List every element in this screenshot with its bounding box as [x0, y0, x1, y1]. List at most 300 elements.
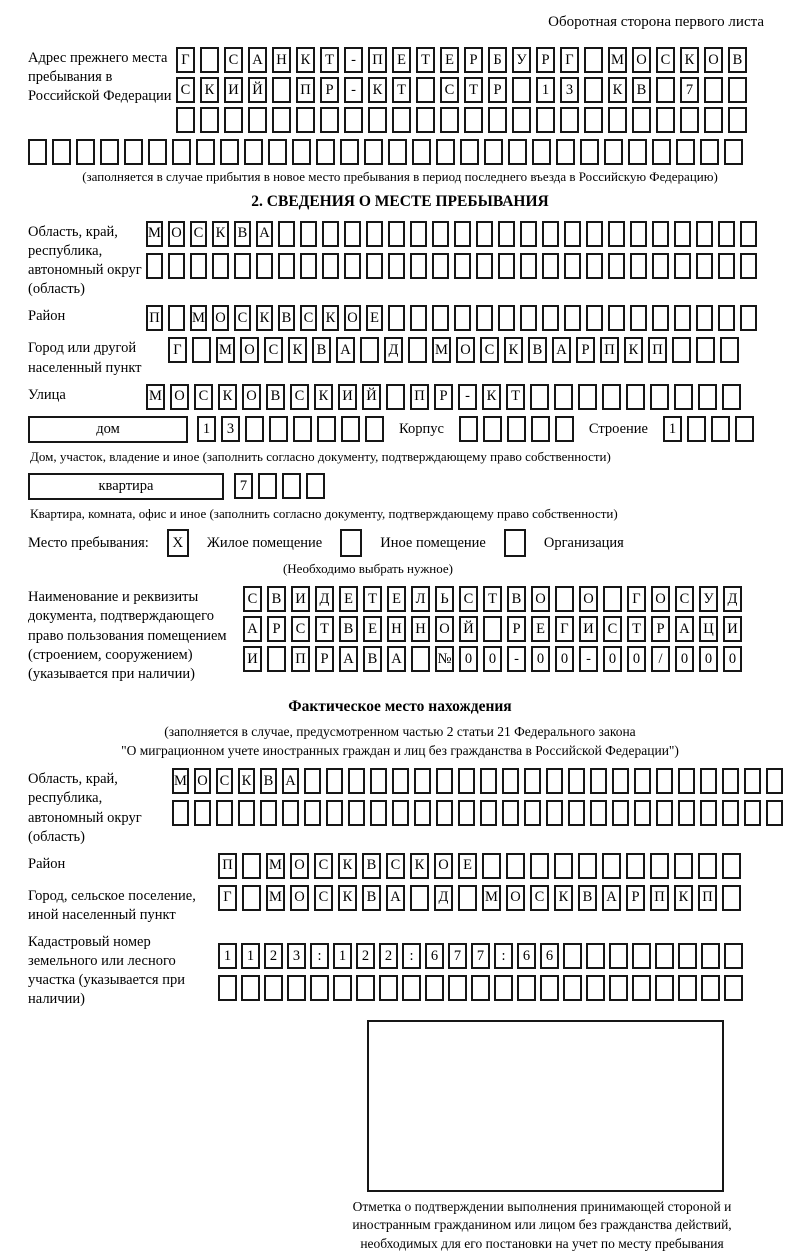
char-cell[interactable] [269, 416, 288, 442]
char-cell[interactable] [744, 768, 761, 794]
char-cell[interactable]: О [194, 768, 211, 794]
char-cell[interactable] [626, 384, 645, 410]
char-cell[interactable] [176, 107, 195, 133]
char-cell[interactable] [632, 975, 651, 1001]
char-cell[interactable] [292, 139, 311, 165]
char-cell[interactable] [656, 800, 673, 826]
char-cell[interactable]: С [176, 77, 195, 103]
char-cell[interactable] [341, 416, 360, 442]
char-cell[interactable] [630, 305, 647, 331]
char-cell[interactable]: Е [440, 47, 459, 73]
char-cell[interactable] [458, 800, 475, 826]
char-cell[interactable]: В [528, 337, 547, 363]
char-cell[interactable]: Д [315, 586, 334, 612]
char-cell[interactable] [172, 139, 191, 165]
char-cell[interactable] [408, 337, 427, 363]
char-cell[interactable] [678, 975, 697, 1001]
char-cell[interactable] [148, 139, 167, 165]
char-cell[interactable] [720, 337, 739, 363]
char-cell[interactable] [440, 107, 459, 133]
char-cell[interactable] [28, 139, 47, 165]
char-cell[interactable]: К [256, 305, 273, 331]
char-cell[interactable]: Ь [435, 586, 454, 612]
char-cell[interactable] [655, 943, 674, 969]
char-cell[interactable]: Т [363, 586, 382, 612]
char-cell[interactable] [652, 221, 669, 247]
char-cell[interactable]: Р [488, 77, 507, 103]
char-cell[interactable] [268, 139, 287, 165]
char-cell[interactable] [555, 416, 574, 442]
char-cell[interactable] [602, 384, 621, 410]
char-cell[interactable]: 6 [425, 943, 444, 969]
char-cell[interactable] [425, 975, 444, 1001]
char-cell[interactable]: 6 [517, 943, 536, 969]
char-cell[interactable] [476, 221, 493, 247]
char-cell[interactable] [586, 253, 603, 279]
char-cell[interactable]: С [194, 384, 213, 410]
char-cell[interactable]: Й [362, 384, 381, 410]
char-cell[interactable] [366, 253, 383, 279]
char-cell[interactable]: 0 [483, 646, 502, 672]
char-cell[interactable] [388, 253, 405, 279]
char-cell[interactable] [326, 768, 343, 794]
char-cell[interactable] [412, 139, 431, 165]
char-cell[interactable] [628, 139, 647, 165]
char-cell[interactable] [379, 975, 398, 1001]
char-cell[interactable] [626, 853, 645, 879]
char-cell[interactable] [584, 77, 603, 103]
char-cell[interactable]: 1 [663, 416, 682, 442]
char-cell[interactable] [718, 253, 735, 279]
char-cell[interactable] [300, 221, 317, 247]
char-cell[interactable] [498, 221, 515, 247]
char-cell[interactable]: Е [339, 586, 358, 612]
char-cell[interactable] [348, 800, 365, 826]
char-cell[interactable]: : [310, 943, 329, 969]
char-cell[interactable]: П [218, 853, 237, 879]
char-cell[interactable] [724, 975, 743, 1001]
char-cell[interactable] [293, 416, 312, 442]
char-cell[interactable]: И [723, 616, 742, 642]
char-cell[interactable] [459, 416, 478, 442]
char-cell[interactable]: В [578, 885, 597, 911]
char-cell[interactable]: 1 [333, 943, 352, 969]
char-cell[interactable] [696, 305, 713, 331]
char-cell[interactable] [392, 768, 409, 794]
char-cell[interactable] [718, 221, 735, 247]
char-cell[interactable]: 0 [459, 646, 478, 672]
char-cell[interactable]: К [296, 47, 315, 73]
char-cell[interactable] [722, 885, 741, 911]
char-cell[interactable] [410, 253, 427, 279]
char-cell[interactable] [488, 107, 507, 133]
char-cell[interactable] [317, 416, 336, 442]
char-cell[interactable] [360, 337, 379, 363]
char-cell[interactable]: К [322, 305, 339, 331]
char-cell[interactable] [560, 107, 579, 133]
char-cell[interactable] [483, 416, 502, 442]
char-cell[interactable] [740, 305, 757, 331]
char-cell[interactable] [392, 107, 411, 133]
char-cell[interactable] [411, 646, 430, 672]
char-cell[interactable] [416, 107, 435, 133]
char-cell[interactable] [356, 975, 375, 1001]
char-cell[interactable] [410, 305, 427, 331]
char-cell[interactable]: А [256, 221, 273, 247]
char-cell[interactable] [258, 473, 277, 499]
char-cell[interactable]: Т [315, 616, 334, 642]
char-cell[interactable] [458, 768, 475, 794]
char-cell[interactable] [609, 975, 628, 1001]
char-cell[interactable]: Г [168, 337, 187, 363]
char-cell[interactable]: О [242, 384, 261, 410]
char-cell[interactable] [436, 139, 455, 165]
char-cell[interactable] [172, 800, 189, 826]
char-cell[interactable]: Т [416, 47, 435, 73]
char-cell[interactable]: М [146, 221, 163, 247]
char-cell[interactable] [698, 853, 717, 879]
char-cell[interactable] [520, 221, 537, 247]
char-cell[interactable] [584, 47, 603, 73]
char-cell[interactable] [322, 221, 339, 247]
char-cell[interactable] [687, 416, 706, 442]
char-cell[interactable]: О [170, 384, 189, 410]
char-cell[interactable] [674, 305, 691, 331]
char-cell[interactable]: 0 [699, 646, 718, 672]
char-cell[interactable]: П [291, 646, 310, 672]
char-cell[interactable] [517, 975, 536, 1001]
char-cell[interactable] [590, 800, 607, 826]
char-cell[interactable] [260, 800, 277, 826]
char-cell[interactable] [322, 253, 339, 279]
char-cell[interactable] [542, 253, 559, 279]
char-cell[interactable] [672, 337, 691, 363]
char-cell[interactable] [241, 975, 260, 1001]
char-cell[interactable]: К [608, 77, 627, 103]
char-cell[interactable] [563, 943, 582, 969]
char-cell[interactable] [540, 975, 559, 1001]
char-cell[interactable] [310, 975, 329, 1001]
char-cell[interactable] [348, 768, 365, 794]
char-cell[interactable] [704, 107, 723, 133]
char-cell[interactable] [366, 221, 383, 247]
char-cell[interactable] [609, 943, 628, 969]
char-cell[interactable] [652, 305, 669, 331]
char-cell[interactable]: О [435, 616, 454, 642]
char-cell[interactable]: Е [366, 305, 383, 331]
char-cell[interactable] [168, 253, 185, 279]
char-cell[interactable]: - [344, 47, 363, 73]
char-cell[interactable] [698, 384, 717, 410]
char-cell[interactable] [216, 800, 233, 826]
char-cell[interactable] [612, 800, 629, 826]
char-cell[interactable] [436, 768, 453, 794]
char-cell[interactable] [728, 107, 747, 133]
char-cell[interactable] [608, 253, 625, 279]
char-cell[interactable]: О [434, 853, 453, 879]
char-cell[interactable] [696, 221, 713, 247]
char-cell[interactable]: У [512, 47, 531, 73]
char-cell[interactable] [603, 586, 622, 612]
char-cell[interactable]: М [146, 384, 165, 410]
char-cell[interactable] [546, 768, 563, 794]
char-cell[interactable] [650, 853, 669, 879]
stay-type-checkbox-residential[interactable]: X [167, 529, 189, 557]
char-cell[interactable]: О [579, 586, 598, 612]
char-cell[interactable] [306, 473, 325, 499]
char-cell[interactable] [656, 768, 673, 794]
char-cell[interactable]: 3 [560, 77, 579, 103]
char-cell[interactable]: А [339, 646, 358, 672]
char-cell[interactable] [278, 253, 295, 279]
char-cell[interactable] [740, 221, 757, 247]
char-cell[interactable] [454, 253, 471, 279]
char-cell[interactable]: К [238, 768, 255, 794]
char-cell[interactable] [568, 768, 585, 794]
char-cell[interactable]: О [651, 586, 670, 612]
char-cell[interactable]: С [300, 305, 317, 331]
char-cell[interactable] [238, 800, 255, 826]
char-cell[interactable] [554, 853, 573, 879]
char-cell[interactable] [304, 768, 321, 794]
char-cell[interactable]: 7 [471, 943, 490, 969]
char-cell[interactable]: 1 [218, 943, 237, 969]
char-cell[interactable] [124, 139, 143, 165]
char-cell[interactable]: К [554, 885, 573, 911]
char-cell[interactable] [476, 253, 493, 279]
char-cell[interactable]: Г [627, 586, 646, 612]
char-cell[interactable]: В [234, 221, 251, 247]
char-cell[interactable]: С [440, 77, 459, 103]
char-cell[interactable]: У [699, 586, 718, 612]
char-cell[interactable]: 0 [555, 646, 574, 672]
char-cell[interactable]: Е [387, 586, 406, 612]
char-cell[interactable] [480, 768, 497, 794]
char-cell[interactable] [701, 975, 720, 1001]
char-cell[interactable]: Й [459, 616, 478, 642]
char-cell[interactable] [242, 885, 261, 911]
char-cell[interactable]: Й [248, 77, 267, 103]
char-cell[interactable] [388, 139, 407, 165]
char-cell[interactable] [564, 253, 581, 279]
char-cell[interactable] [586, 943, 605, 969]
char-cell[interactable]: К [410, 853, 429, 879]
char-cell[interactable]: К [218, 384, 237, 410]
char-cell[interactable] [546, 800, 563, 826]
char-cell[interactable]: А [336, 337, 355, 363]
char-cell[interactable] [524, 768, 541, 794]
char-cell[interactable] [416, 77, 435, 103]
char-cell[interactable] [656, 77, 675, 103]
char-cell[interactable] [678, 800, 695, 826]
char-cell[interactable] [386, 384, 405, 410]
char-cell[interactable] [287, 975, 306, 1001]
char-cell[interactable] [316, 139, 335, 165]
char-cell[interactable] [652, 253, 669, 279]
char-cell[interactable] [498, 253, 515, 279]
char-cell[interactable]: С [190, 221, 207, 247]
char-cell[interactable] [272, 77, 291, 103]
char-cell[interactable]: Р [464, 47, 483, 73]
char-cell[interactable]: - [579, 646, 598, 672]
char-cell[interactable]: П [600, 337, 619, 363]
char-cell[interactable] [542, 221, 559, 247]
char-cell[interactable] [483, 616, 502, 642]
char-cell[interactable] [724, 943, 743, 969]
char-cell[interactable] [368, 107, 387, 133]
char-cell[interactable]: В [507, 586, 526, 612]
char-cell[interactable]: Г [176, 47, 195, 73]
char-cell[interactable] [655, 975, 674, 1001]
char-cell[interactable] [735, 416, 754, 442]
char-cell[interactable] [650, 384, 669, 410]
char-cell[interactable] [278, 221, 295, 247]
char-cell[interactable] [700, 139, 719, 165]
char-cell[interactable] [392, 800, 409, 826]
char-cell[interactable]: О [456, 337, 475, 363]
char-cell[interactable]: Г [560, 47, 579, 73]
char-cell[interactable]: Т [627, 616, 646, 642]
char-cell[interactable]: Г [555, 616, 574, 642]
char-cell[interactable] [190, 253, 207, 279]
char-cell[interactable]: К [674, 885, 693, 911]
char-cell[interactable]: 6 [540, 943, 559, 969]
char-cell[interactable]: 7 [680, 77, 699, 103]
char-cell[interactable] [678, 768, 695, 794]
char-cell[interactable]: А [675, 616, 694, 642]
char-cell[interactable] [168, 305, 185, 331]
char-cell[interactable]: И [579, 616, 598, 642]
char-cell[interactable] [722, 853, 741, 879]
char-cell[interactable]: К [338, 853, 357, 879]
char-cell[interactable] [344, 107, 363, 133]
char-cell[interactable] [344, 221, 361, 247]
stay-type-checkbox-organization[interactable] [504, 529, 526, 557]
char-cell[interactable] [563, 975, 582, 1001]
char-cell[interactable] [696, 253, 713, 279]
char-cell[interactable] [652, 139, 671, 165]
char-cell[interactable]: В [260, 768, 277, 794]
char-cell[interactable]: 0 [675, 646, 694, 672]
char-cell[interactable] [531, 416, 550, 442]
char-cell[interactable]: А [248, 47, 267, 73]
char-cell[interactable]: С [216, 768, 233, 794]
char-cell[interactable] [612, 768, 629, 794]
char-cell[interactable]: М [172, 768, 189, 794]
char-cell[interactable] [502, 800, 519, 826]
char-cell[interactable] [555, 586, 574, 612]
char-cell[interactable] [724, 139, 743, 165]
char-cell[interactable]: К [212, 221, 229, 247]
char-cell[interactable] [630, 221, 647, 247]
char-cell[interactable] [498, 305, 515, 331]
char-cell[interactable] [674, 221, 691, 247]
char-cell[interactable]: Т [464, 77, 483, 103]
char-cell[interactable]: С [603, 616, 622, 642]
char-cell[interactable] [52, 139, 71, 165]
char-cell[interactable]: Р [320, 77, 339, 103]
char-cell[interactable] [464, 107, 483, 133]
char-cell[interactable]: Е [392, 47, 411, 73]
char-cell[interactable] [242, 853, 261, 879]
char-cell[interactable]: 0 [531, 646, 550, 672]
char-cell[interactable]: С [530, 885, 549, 911]
char-cell[interactable] [630, 253, 647, 279]
char-cell[interactable]: 7 [234, 473, 253, 499]
char-cell[interactable] [480, 800, 497, 826]
char-cell[interactable] [586, 221, 603, 247]
char-cell[interactable] [700, 800, 717, 826]
char-cell[interactable]: С [314, 853, 333, 879]
char-cell[interactable] [701, 943, 720, 969]
char-cell[interactable]: Н [272, 47, 291, 73]
char-cell[interactable] [402, 975, 421, 1001]
char-cell[interactable]: 1 [197, 416, 216, 442]
char-cell[interactable]: 2 [264, 943, 283, 969]
char-cell[interactable] [196, 139, 215, 165]
char-cell[interactable] [728, 77, 747, 103]
char-cell[interactable]: В [339, 616, 358, 642]
char-cell[interactable] [304, 800, 321, 826]
char-cell[interactable] [554, 384, 573, 410]
char-cell[interactable] [256, 253, 273, 279]
char-cell[interactable] [410, 885, 429, 911]
char-cell[interactable]: М [266, 853, 285, 879]
char-cell[interactable]: Р [507, 616, 526, 642]
char-cell[interactable]: Р [315, 646, 334, 672]
char-cell[interactable] [711, 416, 730, 442]
char-cell[interactable] [740, 253, 757, 279]
char-cell[interactable] [722, 800, 739, 826]
char-cell[interactable] [300, 253, 317, 279]
char-cell[interactable]: М [266, 885, 285, 911]
char-cell[interactable] [580, 139, 599, 165]
char-cell[interactable] [245, 416, 264, 442]
char-cell[interactable] [244, 139, 263, 165]
char-cell[interactable] [76, 139, 95, 165]
char-cell[interactable] [696, 337, 715, 363]
char-cell[interactable]: С [264, 337, 283, 363]
char-cell[interactable] [632, 107, 651, 133]
char-cell[interactable]: М [482, 885, 501, 911]
char-cell[interactable] [674, 384, 693, 410]
char-cell[interactable]: С [224, 47, 243, 73]
char-cell[interactable] [248, 107, 267, 133]
char-cell[interactable]: Р [576, 337, 595, 363]
char-cell[interactable] [333, 975, 352, 1001]
char-cell[interactable] [656, 107, 675, 133]
char-cell[interactable] [586, 305, 603, 331]
char-cell[interactable] [700, 768, 717, 794]
char-cell[interactable]: К [288, 337, 307, 363]
char-cell[interactable] [326, 800, 343, 826]
char-cell[interactable]: Е [458, 853, 477, 879]
char-cell[interactable]: О [290, 853, 309, 879]
char-cell[interactable]: Р [651, 616, 670, 642]
char-cell[interactable]: М [432, 337, 451, 363]
char-cell[interactable]: И [338, 384, 357, 410]
char-cell[interactable]: О [290, 885, 309, 911]
char-cell[interactable] [520, 253, 537, 279]
char-cell[interactable] [530, 384, 549, 410]
char-cell[interactable]: Т [320, 47, 339, 73]
char-cell[interactable]: - [344, 77, 363, 103]
char-cell[interactable]: № [435, 646, 454, 672]
char-cell[interactable] [604, 139, 623, 165]
char-cell[interactable]: Т [506, 384, 525, 410]
char-cell[interactable]: 0 [603, 646, 622, 672]
char-cell[interactable]: В [728, 47, 747, 73]
